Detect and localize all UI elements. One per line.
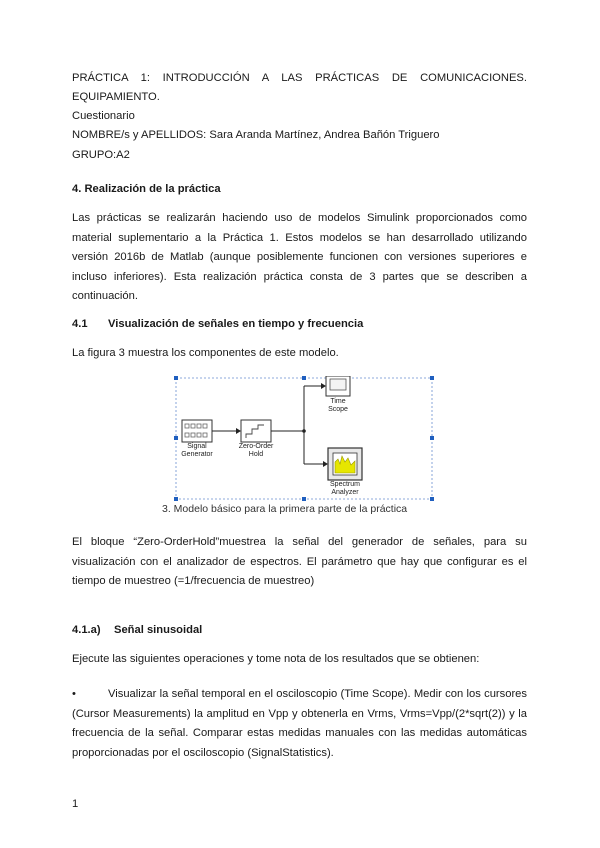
document-title-line2: EQUIPAMIENTO.	[72, 91, 160, 103]
cuestionario-label: Cuestionario	[72, 110, 135, 122]
signal-generator-block	[182, 420, 212, 442]
section-41a-intro: Ejecute las siguientes operaciones y tome nota de los resultados que se obtienen:	[72, 653, 480, 665]
bullet-symbol: •	[72, 688, 76, 700]
section-41a-heading	[72, 624, 527, 636]
time-scope-label: Time Scope	[328, 398, 348, 413]
section-4-paragraph: Las prácticas se realizarán haciendo uso de modelos Simulink proporcionados como material suplementario a la Práctica 1. Estos modelos se han desarrollado utilizando versión 2016b de Matlab (aunque posiblemente funcionen con versiones superiores e incluso inferiores). Esta realización práctica consta de 3 partes que se describen a continuación.	[72, 212, 527, 303]
section-41-number: 4.1	[72, 318, 88, 330]
section-41a-number: 4.1.a)	[72, 624, 101, 636]
names-line: NOMBRE/s y APELLIDOS: Sara Aranda Martínez, Andrea Bañón Triguero	[72, 129, 440, 141]
model-diagram	[174, 376, 434, 501]
section-41-intro: La figura 3 muestra los componentes de este modelo.	[72, 347, 339, 359]
simulink-model-figure	[174, 376, 434, 501]
bullet-item-text: Visualizar la señal temporal en el osciloscopio (Time Scope). Medir con los cursores (Cursor Measurements) la amplitud en Vpp y obtenerla en Vrms, Vrms=Vpp/(2*sqrt(2)) y la frecuencia de la señal. Comparar estas medidas manuales con las medidas automáticas proporcionadas por el osciloscopio (SignalStatistics).	[72, 688, 527, 759]
section-4-heading: 4. Realización de la práctica	[72, 183, 221, 195]
zero-order-hold-block	[241, 420, 271, 442]
group-line: GRUPO:A2	[72, 149, 130, 161]
section-41-heading	[72, 318, 527, 330]
spectrum-analyzer-label: Spectrum Analyzer	[330, 481, 360, 496]
section-41-paragraph: El bloque “Zero-OrderHold”muestrea la señal del generador de señales, para su visualización con el analizador de espectros. El parámetro que hay que configurar es el tiempo de muestreo (=1/frecuencia de muestreo)	[72, 536, 527, 588]
signal-generator-label: Signal Generator	[181, 443, 213, 458]
zero-order-hold-label: Zero-Order Hold	[238, 443, 274, 458]
figure-caption: 3. Modelo básico para la primera parte de la práctica	[162, 503, 408, 515]
section-41a-title: Señal sinusoidal	[114, 624, 203, 636]
section-41-title: Visualización de señales en tiempo y frecuencia	[108, 318, 364, 330]
document-title-line1: PRÁCTICA 1: INTRODUCCIÓN A LAS PRÁCTICAS DE COMUNICACIONES.	[72, 72, 527, 84]
page-number: 1	[72, 798, 79, 810]
